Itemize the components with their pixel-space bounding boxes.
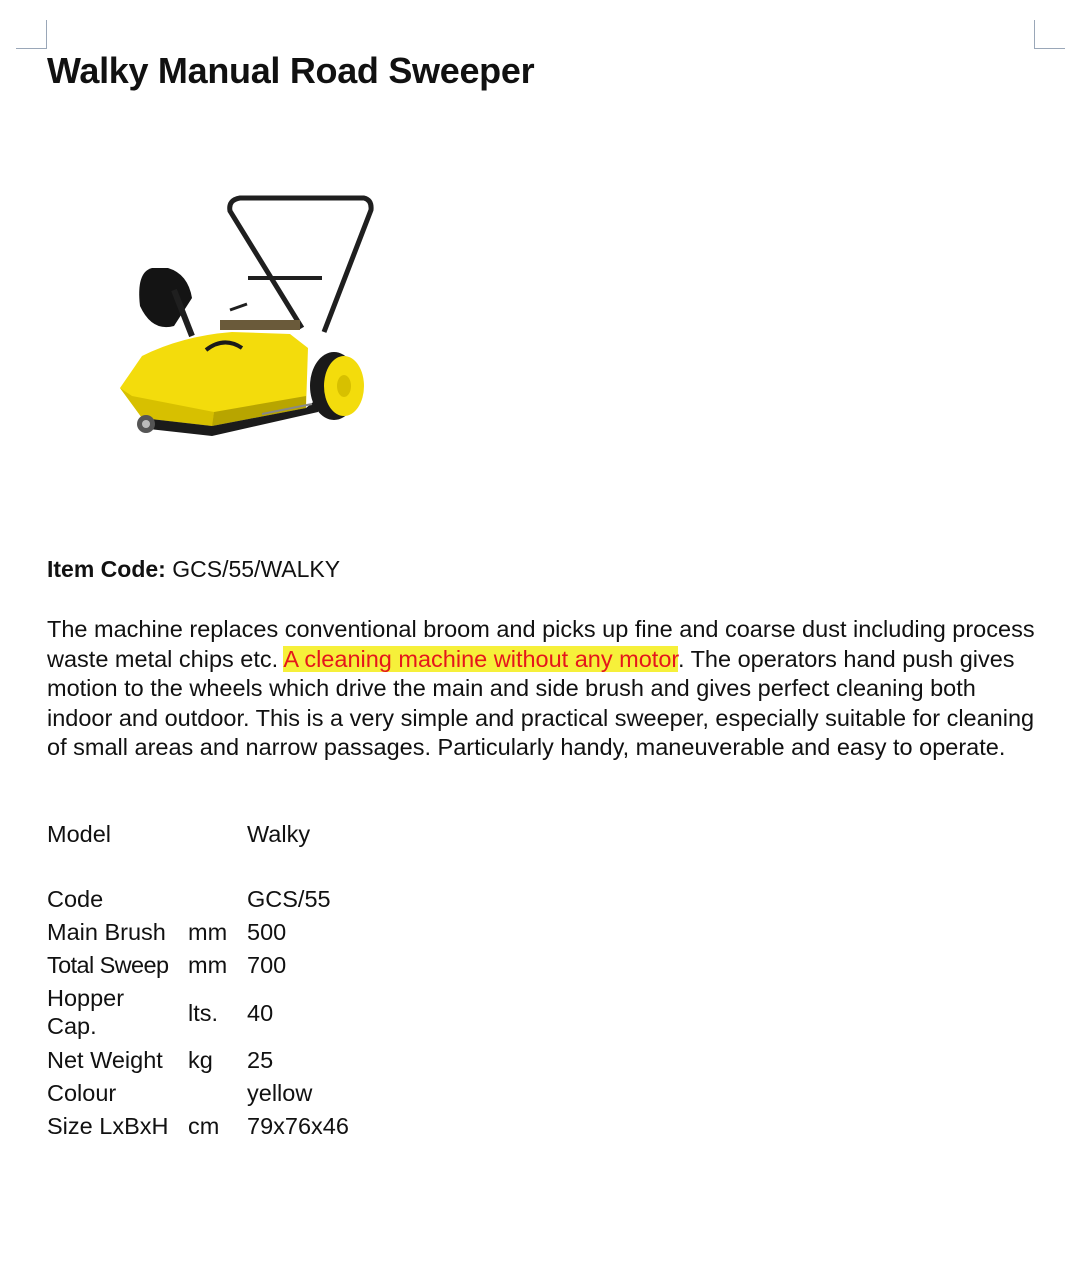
spec-value: 25 [247, 1047, 274, 1073]
spec-unit: mm [188, 952, 228, 978]
description-highlight: A cleaning machine without any motor [283, 645, 678, 672]
spec-value: 40 [247, 1000, 274, 1026]
description-text-start: The machine replaces conventional broom and picks up fine and coarse dust including process waste metal chips etc. [47, 616, 1035, 672]
item-code [47, 556, 340, 583]
spec-unit: mm [188, 919, 228, 945]
spec-value: 700 [247, 952, 287, 978]
spec-unit: kg [188, 1047, 213, 1073]
description-text-end: . The operators hand push gives motion to the wheels which drive the main and side brush and gives perfect cleaning both indoor and outdoor. This is a very simple and practical sweeper, especially suitable for cleaning of small areas and narrow passages. Particularly handy, maneuverable and easy to operate. [47, 645, 1035, 761]
spec-label: Main Brush [47, 919, 166, 945]
page-corner-mark-right [1034, 20, 1065, 49]
spec-unit: lts. [188, 1000, 219, 1026]
product-description [47, 615, 1037, 763]
spec-label: Code [47, 886, 104, 912]
spec-label: Net Weight [47, 1047, 163, 1073]
road-sweeper-image [112, 186, 382, 448]
spec-label: Total Sweep [47, 952, 169, 978]
spec-label: Colour [47, 1080, 117, 1106]
spec-value: Walky [247, 821, 311, 847]
spec-value: yellow [247, 1080, 313, 1106]
spec-label: Model [47, 821, 112, 847]
spec-value: 79x76x46 [247, 1113, 349, 1139]
page-title: Walky Manual Road Sweeper [47, 50, 535, 91]
spec-label: Hopper Cap. [47, 985, 125, 1039]
item-code-label: Item Code: [47, 556, 166, 582]
spec-value: 500 [247, 919, 287, 945]
page-corner-mark-left [16, 20, 47, 49]
item-code-value: GCS/55/WALKY [172, 556, 341, 582]
spec-label: Size LxBxH [47, 1113, 169, 1139]
spec-unit: cm [188, 1113, 220, 1139]
spec-value: GCS/55 [247, 886, 331, 912]
